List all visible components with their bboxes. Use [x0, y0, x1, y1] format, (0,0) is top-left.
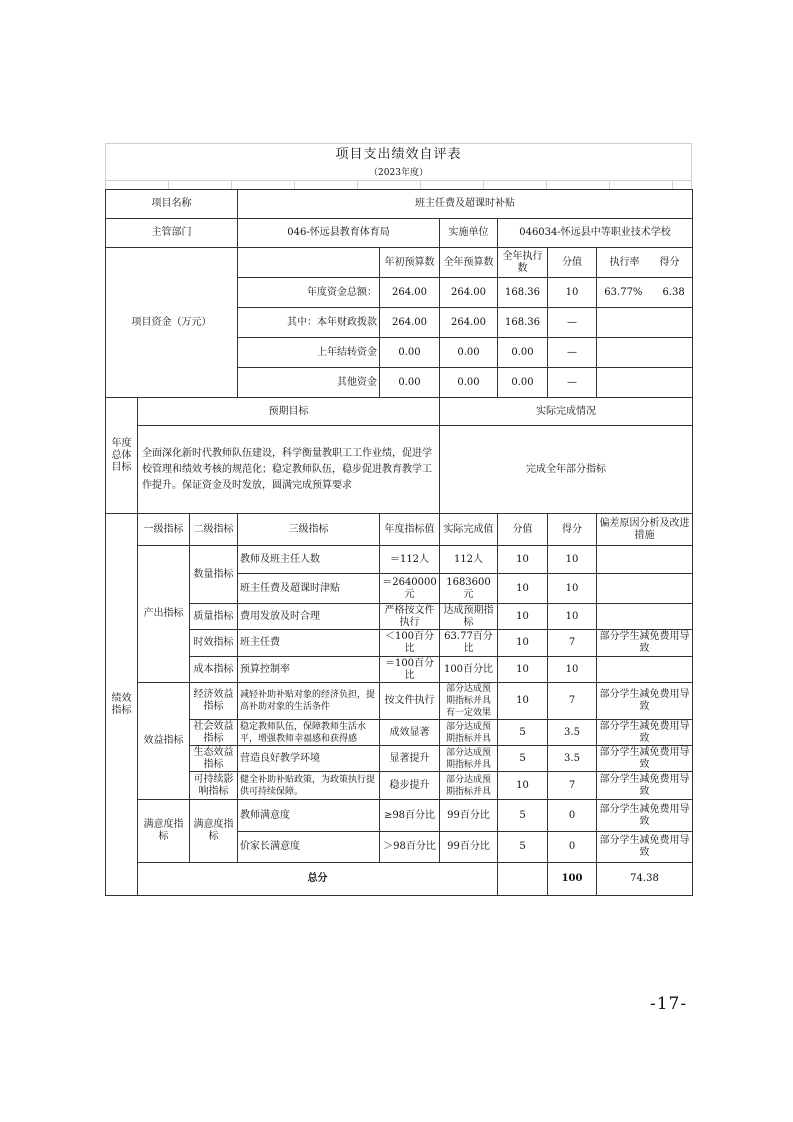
actual-cell: 100百分比 — [440, 657, 498, 683]
score-cell: 10 — [548, 604, 597, 630]
header-level1: 一级指标 — [138, 514, 190, 546]
level3-cell: 费用发放及时合理 — [238, 604, 380, 630]
funds-row-score-value: — — [548, 338, 597, 368]
funds-row-label: 年度资金总额： — [238, 278, 380, 308]
funds-row-annual: 264.00 — [440, 308, 498, 338]
actual-cell: 112人 — [440, 546, 498, 574]
funds-header-initial: 年初预算数 — [380, 248, 440, 278]
funds-row-score: 6.38 — [662, 286, 685, 298]
level3-cell: 健全补助补贴政策，为政策执行提供可持续保障。 — [238, 772, 380, 800]
total-empty — [498, 863, 548, 896]
level2-timeliness: 时效指标 — [190, 630, 238, 657]
funds-header-row — [106, 248, 693, 278]
funds-row-score-value: — — [548, 308, 597, 338]
goals-header-row — [106, 398, 693, 426]
score-cell: 3.5 — [548, 720, 597, 746]
indicators-label: 绩效指标 — [106, 514, 138, 896]
level3-cell: 班主任费及超课时津贴 — [238, 574, 380, 604]
actual-cell: 部分达成预期指标并具 — [440, 772, 498, 800]
goals-label: 年度总体目标 — [106, 398, 138, 514]
reason-cell: 部分学生减免费用导致 — [597, 832, 693, 863]
funds-row-initial: 0.00 — [380, 338, 440, 368]
total-row — [106, 863, 693, 896]
reason-cell: 部分学生减免费用导致 — [597, 683, 693, 720]
level1-output: 产出指标 — [138, 546, 190, 683]
reason-cell — [597, 546, 693, 574]
reason-cell: 部分学生减免费用导致 — [597, 630, 693, 657]
target-cell: ＝112人 — [380, 546, 440, 574]
goals-content-row — [106, 426, 693, 514]
reason-cell — [597, 604, 693, 630]
actual-cell: 部分达成预期指标并具 — [440, 746, 498, 772]
reason-cell — [597, 574, 693, 604]
score-cell: 0 — [548, 800, 597, 832]
expected-goal-text: 全面深化新时代教师队伍建设，科学衡量教职工工作业绩，促进学校管理和绩效考核的规范化；稳定教师队伍，稳步促进教育教学工作提升。保证资金及时发放，圆满完成预算要求 — [138, 426, 440, 514]
funds-row-rate: 63.77% — [604, 286, 643, 298]
level1-satisfaction: 满意度指标 — [138, 800, 190, 863]
target-cell: 严格按文件执行 — [380, 604, 440, 630]
level2-ecological: 生态效益指标 — [190, 746, 238, 772]
funds-row-executed: 168.36 — [498, 278, 548, 308]
value-cell: 5 — [498, 800, 548, 832]
value-cell: 10 — [498, 657, 548, 683]
level2-social: 社会效益指标 — [190, 720, 238, 746]
actual-cell: 1683600元 — [440, 574, 498, 604]
value-cell: 10 — [498, 546, 548, 574]
actual-cell: 99百分比 — [440, 800, 498, 832]
actual-result-text: 完成全年部分指标 — [440, 426, 693, 514]
score-cell: 7 — [548, 630, 597, 657]
indicator-row — [106, 720, 693, 746]
target-cell: ＝100百分比 — [380, 657, 440, 683]
level2-satisfaction: 满意度指标 — [190, 800, 238, 863]
header-reason: 偏差原因分析及改进措施 — [597, 514, 693, 546]
actual-cell: 达成预期指标 — [440, 604, 498, 630]
level3-cell: 稳定教师队伍，保障教师生活水平，增强教师幸福感和获得感 — [238, 720, 380, 746]
header-value: 分值 — [498, 514, 548, 546]
target-cell: ＝2640000元 — [380, 574, 440, 604]
level3-cell: 教师及班主任人数 — [238, 546, 380, 574]
funds-row-score-value: — — [548, 368, 597, 398]
funds-row-annual: 0.00 — [440, 338, 498, 368]
score-cell: 3.5 — [548, 746, 597, 772]
target-cell: ≥98百分比 — [380, 800, 440, 832]
expected-goal-header: 预期目标 — [138, 398, 440, 426]
funds-row-executed: 0.00 — [498, 368, 548, 398]
actual-result-header: 实际完成情况 — [440, 398, 693, 426]
funds-row-initial: 264.00 — [380, 278, 440, 308]
funds-row-label: 其他资金 — [238, 368, 380, 398]
reason-cell: 部分学生减免费用导致 — [597, 746, 693, 772]
dept-value: 046-怀远县教育体育局 — [238, 219, 440, 248]
funds-row-rate-score — [597, 368, 693, 398]
funds-header-executed: 全年执行数 — [498, 248, 548, 278]
level2-economic: 经济效益指标 — [190, 683, 238, 720]
total-score: 74.38 — [597, 863, 693, 896]
header-level2: 二级指标 — [190, 514, 238, 546]
form-title: 项目支出绩效自评表 — [105, 143, 692, 166]
level2-sustainable: 可持续影响指标 — [190, 772, 238, 800]
project-name-row — [106, 190, 693, 219]
funds-row-label: 上年结转资金 — [238, 338, 380, 368]
level2-cost: 成本指标 — [190, 657, 238, 683]
level3-cell: 价家长满意度 — [238, 832, 380, 863]
target-cell: ＞98百分比 — [380, 832, 440, 863]
actual-cell: 63.77百分比 — [440, 630, 498, 657]
department-row — [106, 219, 693, 248]
header-actual: 实际完成值 — [440, 514, 498, 546]
funds-header-annual: 全年预算数 — [440, 248, 498, 278]
total-label: 总分 — [138, 863, 498, 896]
funds-row-rate-score — [597, 338, 693, 368]
funds-row-label: 其中：本年财政拨款 — [238, 308, 380, 338]
funds-header-rate: 执行率 — [609, 256, 640, 268]
funds-row-initial: 0.00 — [380, 368, 440, 398]
value-cell: 5 — [498, 832, 548, 863]
target-cell: 成效显著 — [380, 720, 440, 746]
funds-header-score: 得分 — [659, 256, 680, 268]
target-cell: ＜100百分比 — [380, 630, 440, 657]
main-table — [105, 189, 693, 896]
score-cell: 0 — [548, 832, 597, 863]
level1-benefit: 效益指标 — [138, 683, 190, 800]
indicator-row — [106, 746, 693, 772]
form-year: （2023年度） — [105, 166, 692, 180]
indicator-row — [106, 604, 693, 630]
level3-cell: 班主任费 — [238, 630, 380, 657]
project-name-value: 班主任费及超课时补贴 — [238, 190, 693, 219]
header-target: 年度指标值 — [380, 514, 440, 546]
unit-label: 实施单位 — [440, 219, 498, 248]
actual-cell: 部分达成预期指标并具有一定效果 — [440, 683, 498, 720]
actual-cell: 99百分比 — [440, 832, 498, 863]
total-value: 100 — [548, 863, 597, 896]
funds-row-executed: 0.00 — [498, 338, 548, 368]
reason-cell — [597, 657, 693, 683]
funds-header-value: 分值 — [548, 248, 597, 278]
funds-row-rate-score — [597, 278, 693, 308]
score-cell: 10 — [548, 657, 597, 683]
value-cell: 10 — [498, 683, 548, 720]
funds-row-initial: 264.00 — [380, 308, 440, 338]
level2-quality: 质量指标 — [190, 604, 238, 630]
actual-cell: 部分达成预期指标并具 — [440, 720, 498, 746]
value-cell: 10 — [498, 604, 548, 630]
level2-quantity: 数量指标 — [190, 546, 238, 604]
target-cell: 显著提升 — [380, 746, 440, 772]
target-cell: 稳步提升 — [380, 772, 440, 800]
funds-header-rate-score — [597, 248, 693, 278]
performance-form — [105, 143, 692, 896]
indicator-row — [106, 772, 693, 800]
reason-cell: 部分学生减免费用导致 — [597, 800, 693, 832]
header-level3: 三级指标 — [238, 514, 380, 546]
indicator-row — [106, 683, 693, 720]
indicator-row — [106, 800, 693, 832]
value-cell: 10 — [498, 630, 548, 657]
funds-row-executed: 168.36 — [498, 308, 548, 338]
value-cell: 5 — [498, 746, 548, 772]
indicator-row — [106, 630, 693, 657]
level3-cell: 减轻补助补贴对象的经济负担，提高补助对象的生活条件 — [238, 683, 380, 720]
indicators-header-row — [106, 514, 693, 546]
funds-row-score-value: 10 — [548, 278, 597, 308]
funds-row-rate-score — [597, 308, 693, 338]
level3-cell: 教师满意度 — [238, 800, 380, 832]
project-name-label: 项目名称 — [106, 190, 238, 219]
target-cell: 按文件执行 — [380, 683, 440, 720]
score-cell: 10 — [548, 574, 597, 604]
indicator-row — [106, 657, 693, 683]
funds-row-annual: 264.00 — [440, 278, 498, 308]
reason-cell: 部分学生减免费用导致 — [597, 720, 693, 746]
value-cell: 5 — [498, 720, 548, 746]
indicator-row — [106, 546, 693, 574]
funds-row-annual: 0.00 — [440, 368, 498, 398]
score-cell: 7 — [548, 772, 597, 800]
score-cell: 10 — [548, 546, 597, 574]
level3-cell: 营造良好教学环境 — [238, 746, 380, 772]
unit-value: 046034-怀远县中等职业技术学校 — [498, 219, 693, 248]
funds-header-empty — [238, 248, 380, 278]
value-cell: 10 — [498, 772, 548, 800]
page-number: -17- — [650, 994, 688, 1014]
spreadsheet-grid-row — [105, 180, 692, 189]
reason-cell: 部分学生减免费用导致 — [597, 772, 693, 800]
dept-label: 主管部门 — [106, 219, 238, 248]
score-cell: 7 — [548, 683, 597, 720]
value-cell: 10 — [498, 574, 548, 604]
header-score: 得分 — [548, 514, 597, 546]
funds-label: 项目资金（万元） — [106, 248, 238, 398]
level3-cell: 预算控制率 — [238, 657, 380, 683]
